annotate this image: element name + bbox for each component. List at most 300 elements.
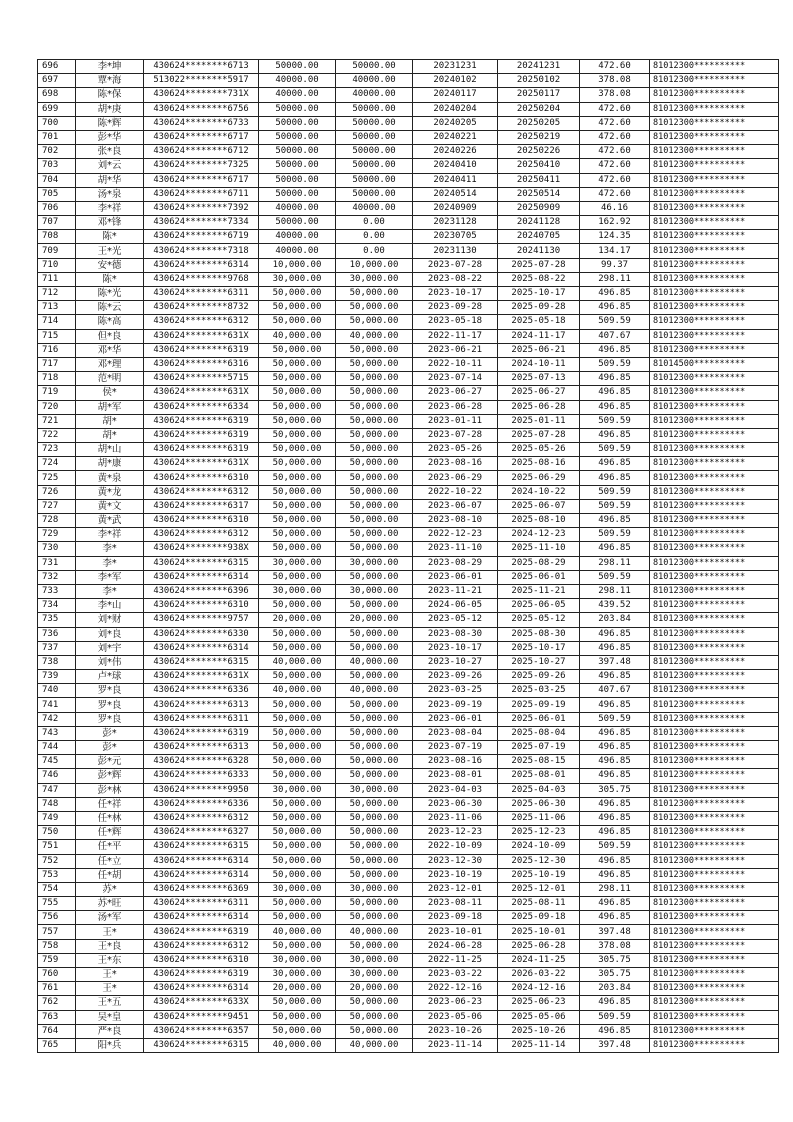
account-cell: 81012300********** [650,769,779,783]
account-cell: 81012300********** [650,499,779,513]
id-number-cell: 430624********6312 [144,315,259,329]
balance-cell: 30,000.00 [336,968,413,982]
interest-cell: 203.84 [580,982,650,996]
table-row [38,187,779,201]
account-cell: 81012300********** [650,925,779,939]
id-number-cell: 430624********7325 [144,159,259,173]
end-date-cell: 2025-10-17 [498,287,580,301]
balance-cell: 50,000.00 [336,357,413,371]
id-number-cell: 430624********6310 [144,514,259,528]
id-number-cell: 430624********6313 [144,698,259,712]
id-number-cell: 430624********9757 [144,613,259,627]
table-row [38,797,779,811]
row-number-cell: 747 [38,783,76,797]
table-row [38,641,779,655]
id-number-cell: 430624********9950 [144,783,259,797]
name-cell: 李*祥 [76,201,144,215]
name-cell: 安*德 [76,258,144,272]
balance-cell: 50000.00 [336,145,413,159]
loan-amount-cell: 50,000.00 [259,514,336,528]
start-date-cell: 2023-08-10 [413,514,498,528]
start-date-cell: 2023-03-22 [413,968,498,982]
loan-amount-cell: 50000.00 [259,60,336,74]
row-number-cell: 701 [38,130,76,144]
row-number-cell: 726 [38,485,76,499]
interest-cell: 509.59 [580,443,650,457]
start-date-cell: 20231128 [413,216,498,230]
table-row [38,457,779,471]
start-date-cell: 2023-12-30 [413,854,498,868]
name-cell: 苏*旺 [76,897,144,911]
end-date-cell: 2025-06-01 [498,712,580,726]
name-cell: 苏* [76,882,144,896]
account-cell: 81012300********** [650,655,779,669]
loan-amount-cell: 30,000.00 [259,953,336,967]
id-number-cell: 430624********6717 [144,130,259,144]
account-cell: 81012300********** [650,854,779,868]
name-cell: 王*东 [76,953,144,967]
row-number-cell: 764 [38,1024,76,1038]
row-number-cell: 750 [38,826,76,840]
end-date-cell: 20250219 [498,130,580,144]
balance-cell: 40000.00 [336,201,413,215]
table-row [38,201,779,215]
end-date-cell: 2025-11-06 [498,811,580,825]
end-date-cell: 2025-06-27 [498,386,580,400]
account-cell: 81012300********** [650,457,779,471]
end-date-cell: 2025-09-28 [498,301,580,315]
row-number-cell: 758 [38,939,76,953]
end-date-cell: 20250226 [498,145,580,159]
id-number-cell: 430624********6713 [144,60,259,74]
end-date-cell: 2024-11-25 [498,953,580,967]
table-row [38,670,779,684]
end-date-cell: 20250514 [498,187,580,201]
table-row [38,698,779,712]
end-date-cell: 2025-06-21 [498,343,580,357]
id-number-cell: 430624********7318 [144,244,259,258]
balance-cell: 50000.00 [336,173,413,187]
balance-cell: 50,000.00 [336,485,413,499]
interest-cell: 496.85 [580,897,650,911]
name-cell: 卢*球 [76,670,144,684]
name-cell: 陈*辉 [76,116,144,130]
id-number-cell: 430624********6314 [144,258,259,272]
id-number-cell: 430624********6312 [144,528,259,542]
row-number-cell: 706 [38,201,76,215]
row-number-cell: 755 [38,897,76,911]
start-date-cell: 2023-06-07 [413,499,498,513]
name-cell: 李* [76,556,144,570]
row-number-cell: 718 [38,372,76,386]
start-date-cell: 2022-10-09 [413,840,498,854]
name-cell: 张*良 [76,145,144,159]
loan-amount-cell: 40000.00 [259,88,336,102]
interest-cell: 378.08 [580,939,650,953]
account-cell: 81012300********** [650,145,779,159]
interest-cell: 99.37 [580,258,650,272]
id-number-cell: 430624********6333 [144,769,259,783]
id-number-cell: 430624********6328 [144,755,259,769]
name-cell: 王* [76,982,144,996]
interest-cell: 509.59 [580,840,650,854]
id-number-cell: 430624********6314 [144,854,259,868]
table-row [38,499,779,513]
end-date-cell: 2025-07-13 [498,372,580,386]
loan-amount-cell: 50,000.00 [259,1024,336,1038]
interest-cell: 134.17 [580,244,650,258]
end-date-cell: 2025-07-19 [498,741,580,755]
id-number-cell: 430624********6311 [144,287,259,301]
row-number-cell: 757 [38,925,76,939]
loan-amount-cell: 50,000.00 [259,315,336,329]
end-date-cell: 2025-10-01 [498,925,580,939]
row-number-cell: 727 [38,499,76,513]
balance-cell: 50000.00 [336,130,413,144]
name-cell: 王*光 [76,244,144,258]
loan-amount-cell: 50,000.00 [259,698,336,712]
name-cell: 彭*元 [76,755,144,769]
table-row [38,570,779,584]
balance-cell: 30,000.00 [336,783,413,797]
account-cell: 81012300********** [650,173,779,187]
name-cell: 任*祥 [76,797,144,811]
start-date-cell: 2023-10-17 [413,641,498,655]
table-row [38,982,779,996]
end-date-cell: 2025-06-30 [498,797,580,811]
row-number-cell: 737 [38,641,76,655]
start-date-cell: 2023-07-19 [413,741,498,755]
name-cell: 王* [76,968,144,982]
table-row [38,287,779,301]
id-number-cell: 430624********631X [144,386,259,400]
loan-amount-cell: 50,000.00 [259,542,336,556]
id-number-cell: 430624********731X [144,88,259,102]
name-cell: 吴*皇 [76,1010,144,1024]
row-number-cell: 745 [38,755,76,769]
row-number-cell: 709 [38,244,76,258]
end-date-cell: 2025-09-19 [498,698,580,712]
row-number-cell: 712 [38,287,76,301]
loan-amount-cell: 50,000.00 [259,911,336,925]
table-row [38,840,779,854]
row-number-cell: 724 [38,457,76,471]
end-date-cell: 2025-06-05 [498,599,580,613]
table-row [38,74,779,88]
start-date-cell: 2024-06-28 [413,939,498,953]
start-date-cell: 2023-11-21 [413,584,498,598]
start-date-cell: 2023-11-14 [413,1038,498,1052]
account-cell: 81012300********** [650,882,779,896]
row-number-cell: 759 [38,953,76,967]
start-date-cell: 2023-07-14 [413,372,498,386]
interest-cell: 496.85 [580,670,650,684]
balance-cell: 50000.00 [336,187,413,201]
table-row [38,173,779,187]
interest-cell: 203.84 [580,613,650,627]
balance-cell: 40,000.00 [336,655,413,669]
name-cell: 陈* [76,272,144,286]
row-number-cell: 761 [38,982,76,996]
end-date-cell: 20250117 [498,88,580,102]
table-row [38,854,779,868]
loan-amount-cell: 50,000.00 [259,443,336,457]
row-number-cell: 736 [38,627,76,641]
account-cell: 81012300********** [650,102,779,116]
row-number-cell: 721 [38,414,76,428]
loan-amount-cell: 50,000.00 [259,485,336,499]
loan-amount-cell: 40,000.00 [259,1038,336,1052]
interest-cell: 496.85 [580,826,650,840]
id-number-cell: 430624********7392 [144,201,259,215]
name-cell: 汤*军 [76,911,144,925]
account-cell: 81012300********** [650,968,779,982]
table-row [38,769,779,783]
row-number-cell: 700 [38,116,76,130]
id-number-cell: 430624********9768 [144,272,259,286]
start-date-cell: 2022-10-22 [413,485,498,499]
balance-cell: 50,000.00 [336,499,413,513]
table-row [38,911,779,925]
id-number-cell: 430624********5715 [144,372,259,386]
loan-amount-cell: 50000.00 [259,187,336,201]
ledger-body [38,60,779,1053]
interest-cell: 305.75 [580,953,650,967]
loan-amount-cell: 50,000.00 [259,797,336,811]
account-cell: 81012300********** [650,216,779,230]
loan-amount-cell: 30,000.00 [259,968,336,982]
loan-amount-cell: 50,000.00 [259,400,336,414]
name-cell: 任*立 [76,854,144,868]
loan-amount-cell: 50,000.00 [259,386,336,400]
balance-cell: 50,000.00 [336,443,413,457]
table-row [38,882,779,896]
interest-cell: 496.85 [580,641,650,655]
name-cell: 任*胡 [76,868,144,882]
table-row [38,343,779,357]
row-number-cell: 728 [38,514,76,528]
account-cell: 81012300********** [650,443,779,457]
name-cell: 胡*庚 [76,102,144,116]
account-cell: 81012300********** [650,471,779,485]
table-row [38,996,779,1010]
table-row [38,868,779,882]
id-number-cell: 430624********633X [144,996,259,1010]
table-row [38,897,779,911]
interest-cell: 496.85 [580,797,650,811]
account-cell: 81012300********** [650,726,779,740]
start-date-cell: 2023-08-30 [413,627,498,641]
row-number-cell: 742 [38,712,76,726]
start-date-cell: 2023-05-12 [413,613,498,627]
balance-cell: 50,000.00 [336,599,413,613]
end-date-cell: 2025-07-28 [498,428,580,442]
table-row [38,755,779,769]
account-cell: 81012300********** [650,741,779,755]
id-number-cell: 430624********6310 [144,953,259,967]
loan-amount-cell: 40000.00 [259,244,336,258]
account-cell: 81012300********** [650,287,779,301]
end-date-cell: 2024-10-22 [498,485,580,499]
table-row [38,811,779,825]
interest-cell: 298.11 [580,272,650,286]
account-cell: 81012300********** [650,329,779,343]
table-row [38,102,779,116]
loan-amount-cell: 50,000.00 [259,457,336,471]
table-row [38,329,779,343]
interest-cell: 407.67 [580,329,650,343]
table-row [38,627,779,641]
id-number-cell: 430624********6311 [144,712,259,726]
loan-amount-cell: 40,000.00 [259,925,336,939]
row-number-cell: 696 [38,60,76,74]
account-cell: 81012300********** [650,811,779,825]
row-number-cell: 711 [38,272,76,286]
row-number-cell: 723 [38,443,76,457]
account-cell: 81012300********** [650,797,779,811]
table-row [38,726,779,740]
start-date-cell: 2023-12-23 [413,826,498,840]
loan-amount-cell: 50,000.00 [259,641,336,655]
id-number-cell: 430624********6319 [144,925,259,939]
name-cell: 任*辉 [76,826,144,840]
account-cell: 81012300********** [650,868,779,882]
name-cell: 胡* [76,428,144,442]
loan-amount-cell: 50,000.00 [259,471,336,485]
account-cell: 81012300********** [650,116,779,130]
account-cell: 81012300********** [650,130,779,144]
balance-cell: 50,000.00 [336,726,413,740]
end-date-cell: 2025-08-11 [498,897,580,911]
loan-amount-cell: 50,000.00 [259,755,336,769]
table-row [38,613,779,627]
name-cell: 李*祥 [76,528,144,542]
interest-cell: 509.59 [580,528,650,542]
end-date-cell: 2025-08-10 [498,514,580,528]
id-number-cell: 430624********8732 [144,301,259,315]
balance-cell: 40,000.00 [336,1038,413,1052]
end-date-cell: 2025-12-23 [498,826,580,840]
start-date-cell: 20240226 [413,145,498,159]
balance-cell: 50,000.00 [336,414,413,428]
interest-cell: 496.85 [580,996,650,1010]
end-date-cell: 20250204 [498,102,580,116]
balance-cell: 50,000.00 [336,428,413,442]
start-date-cell: 20240102 [413,74,498,88]
row-number-cell: 699 [38,102,76,116]
table-row [38,301,779,315]
loan-amount-cell: 50,000.00 [259,712,336,726]
interest-cell: 496.85 [580,400,650,414]
name-cell: 刘*财 [76,613,144,627]
id-number-cell: 430624********6336 [144,684,259,698]
name-cell: 黄*文 [76,499,144,513]
id-number-cell: 430624********6310 [144,599,259,613]
account-cell: 81012300********** [650,1010,779,1024]
loan-amount-cell: 30,000.00 [259,272,336,286]
interest-cell: 496.85 [580,372,650,386]
id-number-cell: 430624********6396 [144,584,259,598]
id-number-cell: 513022********5917 [144,74,259,88]
end-date-cell: 2025-05-06 [498,1010,580,1024]
balance-cell: 50,000.00 [336,570,413,584]
row-number-cell: 738 [38,655,76,669]
loan-amount-cell: 50,000.00 [259,769,336,783]
name-cell: 任*林 [76,811,144,825]
balance-cell: 50,000.00 [336,627,413,641]
account-cell: 81012300********** [650,755,779,769]
balance-cell: 50,000.00 [336,670,413,684]
balance-cell: 40000.00 [336,74,413,88]
loan-amount-cell: 50,000.00 [259,939,336,953]
interest-cell: 472.60 [580,60,650,74]
start-date-cell: 2024-06-05 [413,599,498,613]
account-cell: 81012300********** [650,613,779,627]
balance-cell: 50,000.00 [336,939,413,953]
end-date-cell: 2025-07-28 [498,258,580,272]
end-date-cell: 2025-06-01 [498,570,580,584]
start-date-cell: 2023-09-26 [413,670,498,684]
id-number-cell: 430624********6712 [144,145,259,159]
start-date-cell: 2023-10-01 [413,925,498,939]
start-date-cell: 2023-06-23 [413,996,498,1010]
id-number-cell: 430624********6313 [144,741,259,755]
table-row [38,1024,779,1038]
account-cell: 81012300********** [650,428,779,442]
row-number-cell: 732 [38,570,76,584]
id-number-cell: 430624********6314 [144,641,259,655]
row-number-cell: 763 [38,1010,76,1024]
table-row [38,712,779,726]
end-date-cell: 20241130 [498,244,580,258]
balance-cell: 50,000.00 [336,911,413,925]
loan-amount-cell: 50,000.00 [259,726,336,740]
id-number-cell: 430624********9451 [144,1010,259,1024]
start-date-cell: 2023-08-22 [413,272,498,286]
end-date-cell: 2025-08-04 [498,726,580,740]
row-number-cell: 741 [38,698,76,712]
balance-cell: 50,000.00 [336,471,413,485]
loan-amount-cell: 50,000.00 [259,811,336,825]
id-number-cell: 430624********6319 [144,428,259,442]
name-cell: 彭*辉 [76,769,144,783]
row-number-cell: 698 [38,88,76,102]
start-date-cell: 2023-10-19 [413,868,498,882]
row-number-cell: 731 [38,556,76,570]
name-cell: 刘*宇 [76,641,144,655]
id-number-cell: 430624********6756 [144,102,259,116]
table-row [38,443,779,457]
id-number-cell: 430624********7334 [144,216,259,230]
start-date-cell: 2023-08-16 [413,457,498,471]
table-row [38,159,779,173]
loan-amount-cell: 50000.00 [259,145,336,159]
balance-cell: 50,000.00 [336,854,413,868]
interest-cell: 496.85 [580,301,650,315]
name-cell: 胡*华 [76,173,144,187]
start-date-cell: 2023-06-29 [413,471,498,485]
table-row [38,428,779,442]
id-number-cell: 430624********6314 [144,982,259,996]
end-date-cell: 20250102 [498,74,580,88]
name-cell: 刘*伟 [76,655,144,669]
start-date-cell: 2023-05-06 [413,1010,498,1024]
balance-cell: 50,000.00 [336,712,413,726]
row-number-cell: 760 [38,968,76,982]
account-cell: 81012300********** [650,88,779,102]
balance-cell: 50,000.00 [336,769,413,783]
loan-amount-cell: 50,000.00 [259,343,336,357]
